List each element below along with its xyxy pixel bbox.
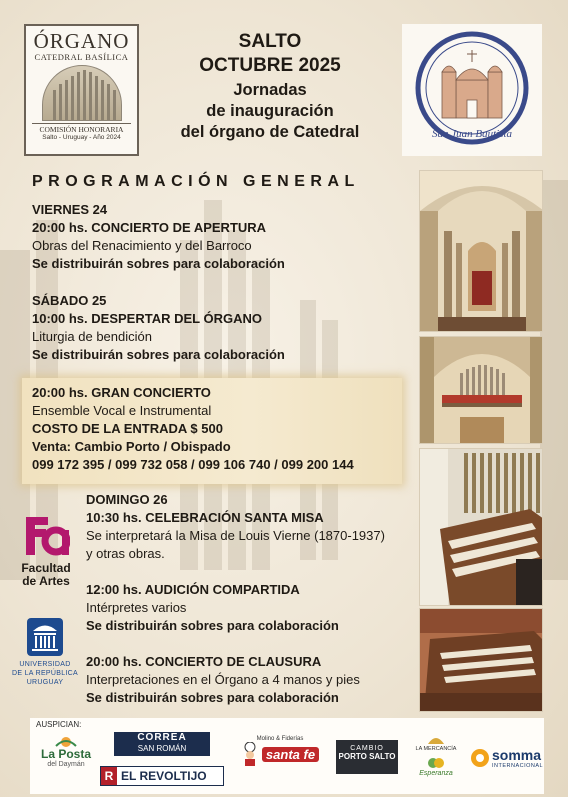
la-posta-name: La Posta (40, 747, 91, 761)
sunday-event-2-note: Se distribuirán sobres para colaboración (86, 618, 339, 633)
udelar-line-2: DE LA REPÚBLICA (12, 670, 78, 677)
friday-day: VIERNES 24 (32, 202, 108, 217)
logo-place-year: Salto - Uruguay - Año 2024 (42, 134, 121, 141)
saturday-desc: Liturgia de bendición (32, 329, 152, 344)
cathedral-nave-photo (419, 170, 543, 332)
organ-console-photo (419, 448, 543, 606)
saturday-note: Se distribuirán sobres para colaboración (32, 347, 285, 362)
correa-sub: SAN ROMÁN (137, 744, 187, 753)
event-header (150, 30, 390, 143)
friday-note: Se distribuirán sobres para colaboración (32, 256, 285, 271)
la-mercancia-logo (408, 734, 464, 777)
sunday-block (86, 491, 385, 707)
cambio-label: CAMBIO (350, 745, 384, 752)
san-juan-bautista-logo (402, 24, 542, 156)
organo-catedral-logo (24, 24, 139, 156)
gran-concierto-block (32, 384, 354, 474)
saturday-day: SÁBADO 25 (32, 293, 107, 308)
somma-sub: INTERNACIONAL (492, 763, 544, 769)
sunday-event-1-desc-1: Se interpretará la Misa de Louis Vierne (1870-1937) (86, 528, 385, 543)
gran-concierto-desc: Ensemble Vocal e Instrumental (32, 403, 212, 418)
sunday-day: DOMINGO 26 (86, 492, 168, 507)
logo-commission: COMISIÓN HONORARIA (32, 123, 131, 134)
seal-text: San Juan Bautista (431, 128, 513, 140)
header-line-1: Jornadas (233, 81, 307, 99)
santa-fe-top: Molino & Fiderías (256, 736, 304, 742)
mercancia-name: LA MERCANCÍA (415, 746, 457, 752)
udelar-line-1: UNIVERSIDAD (19, 661, 71, 668)
la-posta-sub: del Daymán (47, 761, 85, 768)
friday-block (32, 201, 285, 273)
udelar-building-icon (26, 617, 64, 657)
logo-title: ÓRGANO (33, 29, 130, 53)
correa-san-roman-logo (114, 732, 210, 756)
santa-fe-name: santa fe (262, 747, 319, 762)
somma-icon (470, 748, 490, 768)
correa-name: CORREA (137, 732, 187, 743)
sunday-event-3-desc: Interpretaciones en el Órgano a 4 manos y pies (86, 672, 360, 687)
sunday-event-3: 20:00 hs. CONCIERTO DE CLAUSURA (86, 654, 322, 669)
sunday-event-2: 12:00 hs. AUDICIÓN COMPARTIDA (86, 582, 300, 597)
facultad-line-2: de Artes (22, 574, 70, 588)
sponsors-strip (30, 718, 544, 794)
sunday-event-1: 10:30 hs. CELEBRACIÓN SANTA MISA (86, 510, 324, 525)
revoltijo-r-icon: R (101, 767, 117, 785)
revoltijo-name: EL REVOLTIJO (121, 769, 207, 783)
organ-pipes-icon (42, 65, 122, 121)
somma-name: somma (492, 747, 542, 763)
header-line-3: del órgano de Catedral (180, 123, 360, 141)
sponsors-label: AUSPICIAN: (36, 720, 82, 729)
organ-keyboards-photo (419, 608, 543, 712)
gran-concierto-phones: 099 172 395 / 099 732 058 / 099 106 740 / 099 200 144 (32, 457, 354, 472)
header-month: OCTUBRE 2025 (199, 55, 341, 76)
gran-concierto-sale: Venta: Cambio Porto / Obispado (32, 439, 231, 454)
cambio-porto-logo (336, 740, 398, 774)
chef-icon (241, 742, 259, 766)
facultad-artes-icon (22, 513, 70, 559)
el-revoltijo-logo (100, 766, 224, 786)
friday-desc: Obras del Renacimiento y del Barroco (32, 238, 252, 253)
santa-fe-logo (236, 736, 324, 766)
friday-event: 20:00 hs. CONCIERTO DE APERTURA (32, 220, 267, 235)
sunday-event-3-note: Se distribuirán sobres para colaboración (86, 690, 339, 705)
saturday-event: 10:00 hs. DESPERTAR DEL ÓRGANO (32, 311, 262, 326)
header-line-2: de inauguración (206, 102, 334, 120)
esperanza-icon (427, 756, 445, 770)
organ-loft-photo (419, 336, 543, 444)
sunday-event-1-desc-2: y otras obras. (86, 546, 165, 561)
facultad-line-1: Facultad (21, 561, 71, 575)
esperanza-name: Esperanza (419, 770, 453, 777)
facultad-de-artes-logo (14, 513, 78, 588)
program-title: PROGRAMACIÓN GENERAL (32, 173, 360, 190)
udelar-line-3: URUGUAY (26, 679, 64, 686)
gran-concierto-price: COSTO DE LA ENTRADA $ 500 (32, 421, 223, 436)
cambio-name: PORTO SALTO (338, 752, 396, 761)
sunday-event-2-desc: Intérpretes varios (86, 600, 187, 615)
la-posta-logo (38, 734, 94, 768)
logo-subtitle: CATEDRAL BASÍLICA (34, 52, 129, 62)
la-posta-icon (54, 734, 78, 748)
header-city: SALTO (238, 31, 302, 52)
udelar-logo (6, 617, 84, 687)
saturday-block (32, 292, 285, 364)
leaf-icon (426, 734, 446, 746)
gran-concierto-event: 20:00 hs. GRAN CONCIERTO (32, 385, 211, 400)
